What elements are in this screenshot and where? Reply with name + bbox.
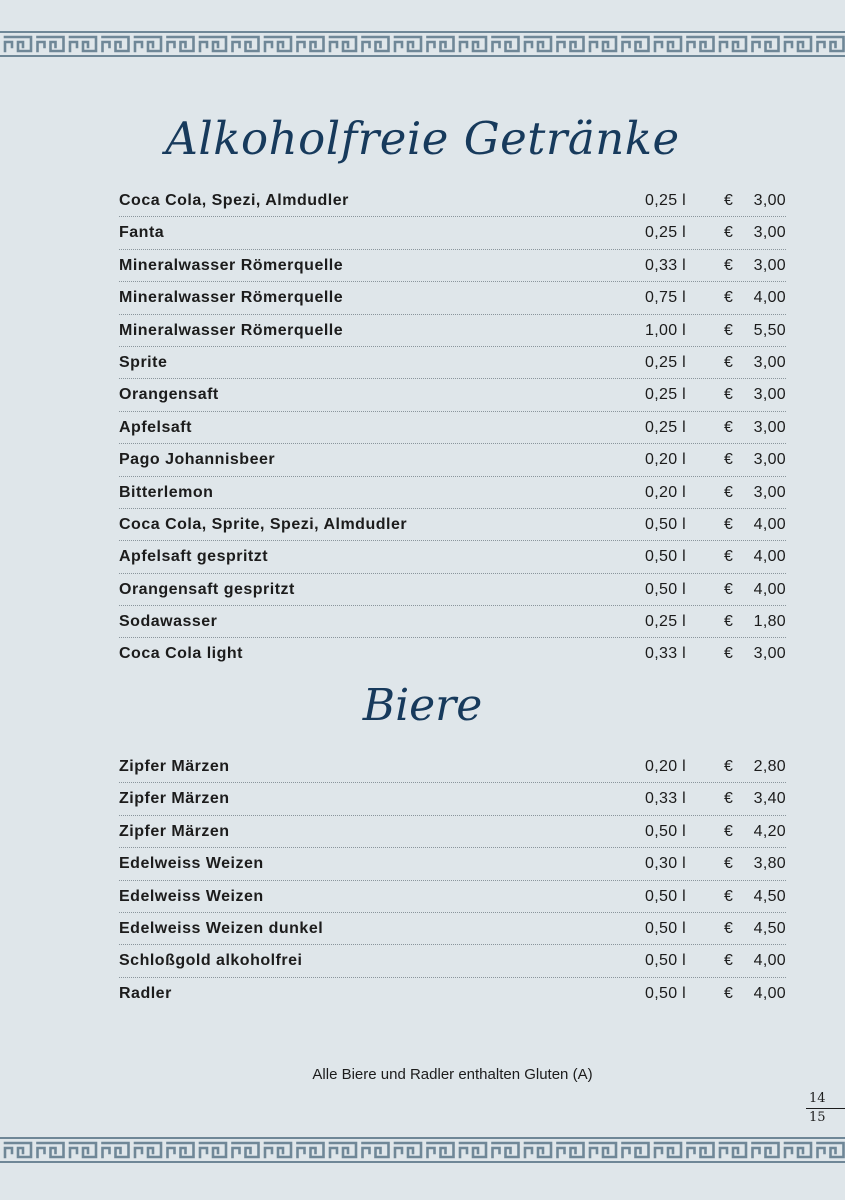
currency-symbol: € [724,613,733,631]
item-price: 4,00 [753,984,786,1002]
item-price: 4,50 [753,919,786,937]
currency-symbol: € [724,758,733,775]
currency-symbol: € [724,548,733,566]
page-number-current: 14 [809,1091,826,1106]
item-volume: 0,25 l [645,353,686,371]
menu-item-row [119,509,786,541]
menu-item-row [119,477,786,509]
item-price: 1,80 [753,613,786,631]
menu-item-row [119,412,786,444]
item-name: Bitterlemon [119,483,214,501]
item-name: Zipfer Märzen [119,822,230,840]
currency-symbol: € [724,418,733,436]
currency-symbol: € [724,855,733,873]
currency-symbol: € [724,256,733,274]
menu-item-row [119,185,786,217]
item-name: Pago Johannisbeer [119,451,276,469]
item-volume: 0,50 l [645,548,686,566]
currency-symbol: € [724,451,733,469]
currency-symbol: € [724,289,733,307]
menu-item-row [119,881,786,913]
item-volume: 1,00 l [645,321,686,339]
currency-symbol: € [724,580,733,598]
item-price: 4,00 [753,580,786,598]
currency-symbol: € [724,984,733,1002]
menu-item-row [119,913,786,945]
menu-item-row [119,783,786,815]
item-volume: 0,25 l [645,613,686,631]
item-name: Edelweiss Weizen [119,855,264,873]
item-name: Sodawasser [119,613,218,631]
gluten-footnote: Alle Biere und Radler enthalten Gluten (A) [312,1066,593,1083]
item-name: Apfelsaft gespritzt [119,548,269,566]
currency-symbol: € [724,224,733,242]
greek-key-border-top [0,31,845,57]
item-volume: 0,25 l [645,418,686,436]
item-name: Orangensaft [119,386,219,404]
menu-item-row [119,816,786,848]
item-name: Edelweiss Weizen [119,887,264,905]
currency-symbol: € [724,353,733,371]
item-name: Fanta [119,224,165,242]
item-volume: 0,20 l [645,758,686,775]
currency-symbol: € [724,515,733,533]
item-price: 4,50 [753,887,786,905]
item-volume: 0,25 l [645,386,686,404]
item-volume: 0,30 l [645,855,686,873]
currency-symbol: € [724,790,733,808]
item-price: 4,00 [753,289,786,307]
item-name: Apfelsaft [119,418,192,436]
currency-symbol: € [724,483,733,501]
item-price: 4,00 [753,515,786,533]
section-title-alkoholfreie: Alkoholfreie Getränke [165,112,680,165]
menu-item-row [119,848,786,880]
menu-item-row [119,282,786,314]
item-name: Coca Cola, Sprite, Spezi, Almdudler [119,515,408,533]
item-price: 5,50 [753,321,786,339]
currency-symbol: € [724,919,733,937]
currency-symbol: € [724,386,733,404]
menu-item-row [119,315,786,347]
menu-item-row [119,574,786,606]
item-volume: 0,25 l [645,192,686,209]
item-volume: 0,50 l [645,822,686,840]
item-volume: 0,33 l [645,645,686,663]
item-price: 3,00 [753,451,786,469]
item-name: Coca Cola light [119,645,243,663]
item-price: 3,00 [753,483,786,501]
item-name: Radler [119,984,172,1002]
menu-item-row [119,541,786,573]
item-volume: 0,33 l [645,790,686,808]
menu-item-row [119,444,786,476]
item-volume: 0,50 l [645,919,686,937]
item-price: 3,80 [753,855,786,873]
menu-item-row [119,250,786,282]
menu-item-row [119,978,786,1010]
item-price: 3,00 [753,353,786,371]
currency-symbol: € [724,645,733,663]
item-price: 3,00 [753,192,786,209]
item-name: Zipfer Märzen [119,790,230,808]
item-price: 3,00 [753,256,786,274]
item-volume: 0,50 l [645,984,686,1002]
item-name: Sprite [119,353,168,371]
menu-item-row [119,751,786,783]
page-numbers [806,1090,845,1127]
item-price: 3,00 [753,386,786,404]
item-name: Mineralwasser Römerquelle [119,289,344,307]
item-name: Zipfer Märzen [119,758,230,775]
page-number-next: 15 [809,1110,826,1125]
item-name: Coca Cola, Spezi, Almdudler [119,192,349,209]
menu-item-row [119,945,786,977]
item-price: 3,40 [753,790,786,808]
menu-item-row [119,379,786,411]
item-price: 3,00 [753,224,786,242]
item-price: 4,20 [753,822,786,840]
item-volume: 0,20 l [645,451,686,469]
currency-symbol: € [724,822,733,840]
item-volume: 0,50 l [645,580,686,598]
item-price: 4,00 [753,952,786,970]
item-volume: 0,50 l [645,887,686,905]
item-volume: 0,75 l [645,289,686,307]
item-volume: 0,50 l [645,515,686,533]
greek-key-border-bottom [0,1137,845,1163]
currency-symbol: € [724,192,733,209]
item-price: 3,00 [753,418,786,436]
menu-item-row [119,217,786,249]
item-name: Mineralwasser Römerquelle [119,256,344,274]
menu-list-biere [119,751,786,1010]
item-name: Schloßgold alkoholfrei [119,952,303,970]
menu-list-alkoholfreie [119,185,786,671]
currency-symbol: € [724,952,733,970]
item-name: Orangensaft gespritzt [119,580,295,598]
section-title-biere: Biere [362,680,483,731]
item-price: 4,00 [753,548,786,566]
item-name: Mineralwasser Römerquelle [119,321,344,339]
item-price: 2,80 [753,758,786,775]
item-price: 3,00 [753,645,786,663]
item-volume: 0,33 l [645,256,686,274]
menu-item-row [119,347,786,379]
item-volume: 0,50 l [645,952,686,970]
item-name: Edelweiss Weizen dunkel [119,919,324,937]
item-volume: 0,25 l [645,224,686,242]
item-volume: 0,20 l [645,483,686,501]
currency-symbol: € [724,321,733,339]
menu-item-row [119,638,786,670]
menu-item-row [119,606,786,638]
currency-symbol: € [724,887,733,905]
